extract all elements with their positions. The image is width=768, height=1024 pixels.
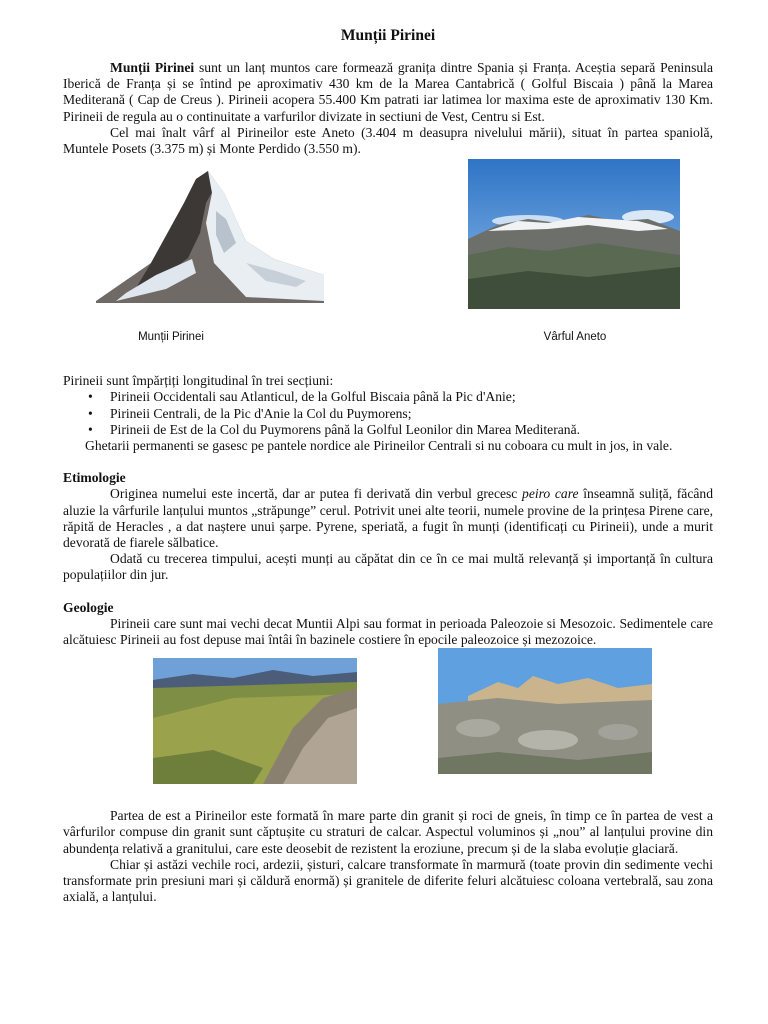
intro-paragraph-1: Munții Pirinei sunt un lanț muntos care formează granița dintre Spania și Franța. Aceștia separă Peninsula Iberică de Franța și se întind pe aproximativ 430 km de la Marea Cantabrică ( Golful Biscaia ) până la Marea Mediterană ( Cap de Creus ). Pirineii acopera 55.400 Km patrati iar latimea lor maxima este de aproximativ 130 Km. Pirineii de regula au o continuitate a varfurilor divizate in sectiuni de Vest, Centru si Est. [63,60,713,124]
sections-intro: Pirineii sunt împărțiți longitudinal în trei secțiuni: [63,373,334,389]
caption-right: Vârful Aneto [543,331,607,344]
page-title: Munții Pirinei [340,27,436,44]
geology-heading: Geologie [63,599,114,615]
etymology-heading: Etimologie [63,470,126,486]
sections-list [63,389,713,438]
document-page [63,26,713,905]
etymology-paragraph-2: Odată cu trecerea timpului, acești munți au căpătat din ce în ce mai multă relevanță și importanță în cultura populațiilor din jur. [63,551,713,583]
geology-paragraph-3: Chiar și astăzi vechile roci, ardezii, șisturi, calcare transformate în marmură (toate provin din sedimente vechi transformate prin presiuni mari și căldură enormă) și granitele de diferite feluri alcătuiesc coloana vertebrală, sau zona axială, a lanțului. [63,856,713,905]
intro-paragraph-2: Cel mai înalt vârf al Pirineilor este Aneto (3.404 m deasupra nivelului mării), situat în partea spaniolă, Muntele Posets (3.375 m) și Monte Perdido (3.550 m). [63,124,713,157]
glaciers-paragraph: Ghetarii permanenti se gasesc pe pantele nordice ale Pirineilor Centrali si nu coboara cu mult in jos, in vale. [85,438,673,454]
mountain-peak-image [96,163,324,303]
top-figures [63,157,713,373]
list-item: • Pirineii de Est de la Col du Puymorens până la Golful Leonilor din Marea Mediterană. [110,422,713,438]
intro-bold-term: Munții Pirinei [110,60,195,75]
list-item: • Pirineii Centrali, de la Pic d'Anie la Col du Puymorens; [110,406,713,422]
geology-paragraph-2: Partea de est a Pirineilor este formată în mare parte din granit și roci de gneis, în timp ce în partea de vest a vârfurilor compuse din granit sunt căptușite cu straturi de calcar. Aspectul voluminos și „nou” al lanțului provine din abundența relativă a granitului, care este deosebit de rezistent la eroziune, precum și de la slaba evoluție glaciară. [63,808,713,856]
geology-paragraph-1: Pirineii care sunt mai vechi decat Muntii Alpi sau format in perioada Paleozoie si Mesozoic. Sedimentele care alcătuiesc Pirineii au fost depuse mai întâi în bazinele costiere în epocile paleozoice și mezozoice. [63,615,713,648]
bottom-figures [63,648,713,808]
greek-term: peiro care [522,486,579,502]
aneto-peak-photo [468,159,680,309]
rocky-meadow-image [153,658,357,784]
granite-valley-image [438,648,652,774]
etymology-paragraph-1: Originea numelui este incertă, dar ar putea fi derivată din verbul grecesc peiro care înseamnă suliță, făcând aluzie la vârfurile lanțului muntos „străpunge” cerul. Potrivit unei alte teorii, numele provine de la prințesa Pirene care, răpită de Heracles , a dat naștere unui șarpe. Pyrene, speriată, a fugit în munți (identificați cu Pirineii), unde a murit devorată de fiarele sălbatice. [63,486,713,551]
caption-left: Munții Pirinei [138,331,204,344]
list-item: • Pirineii Occidentali sau Atlanticul, de la Golful Biscaia până la Pic d'Anie; [110,389,713,405]
